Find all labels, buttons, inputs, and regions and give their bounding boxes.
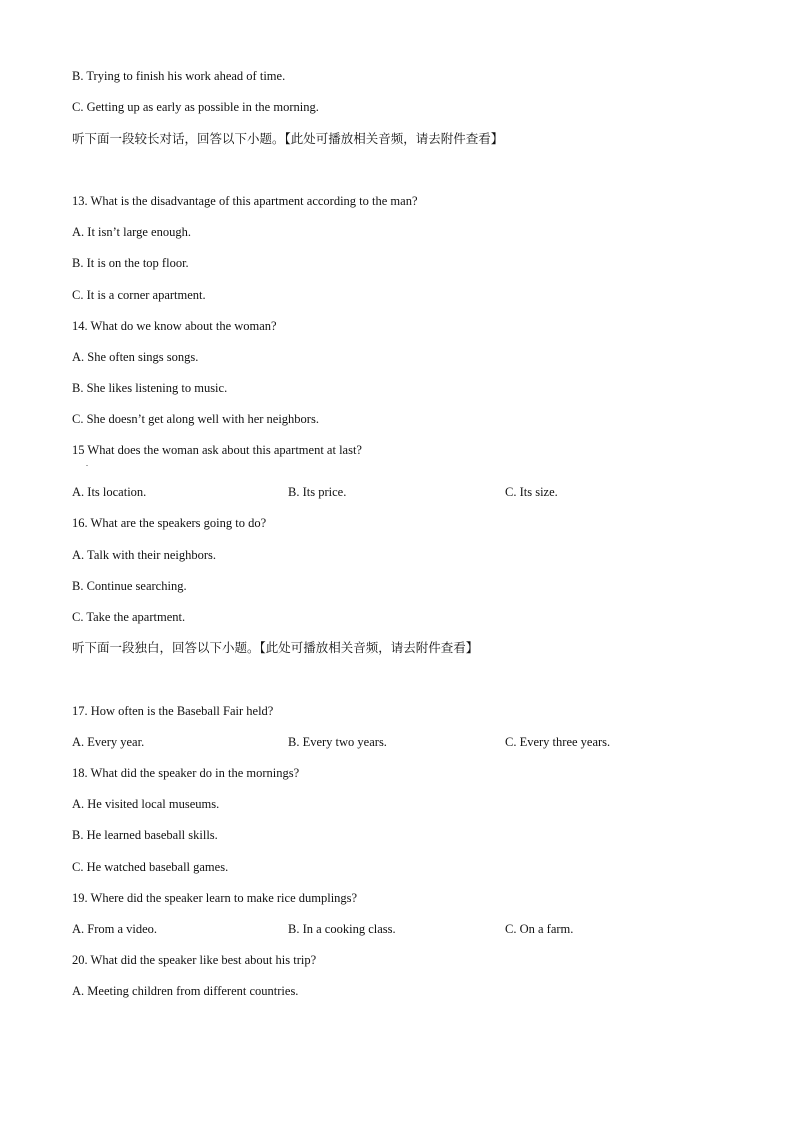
q13-option-b: B. It is on the top floor. (72, 256, 189, 270)
q13-option-c: C. It is a corner apartment. (72, 288, 206, 302)
q15-option-c: C. Its size. (505, 485, 558, 499)
q14-option-b: B. She likes listening to music. (72, 381, 228, 395)
q19-option-c: C. On a farm. (505, 922, 574, 936)
q19-option-a: A. From a video. (72, 922, 158, 936)
stray-dot: . (86, 459, 88, 468)
section-instruction-2: 听下面一段独白，回答以下小题。【此处可播放相关音频，请去附件查看】 (72, 640, 479, 655)
question-16: 16. What are the speakers going to do? (72, 516, 267, 530)
q13-option-a: A. It isn’t large enough. (72, 225, 191, 239)
q17-option-b: B. Every two years. (288, 735, 387, 749)
q16-option-a: A. Talk with their neighbors. (72, 548, 217, 562)
option-b-line: B. Trying to finish his work ahead of time. (72, 69, 286, 83)
q14-option-c: C. She doesn’t get along well with her neighbors. (72, 412, 319, 426)
q15-option-a: A. Its location. (72, 485, 147, 499)
question-14: 14. What do we know about the woman? (72, 319, 277, 333)
q18-option-c: C. He watched baseball games. (72, 860, 229, 874)
q16-option-c: C. Take the apartment. (72, 610, 186, 624)
q15-option-b: B. Its price. (288, 485, 347, 499)
q18-option-a: A. He visited local museums. (72, 797, 220, 811)
q17-option-c: C. Every three years. (505, 735, 611, 749)
q19-option-b: B. In a cooking class. (288, 922, 396, 936)
q14-option-a: A. She often sings songs. (72, 350, 199, 364)
q18-option-b: B. He learned baseball skills. (72, 828, 218, 842)
option-c-line: C. Getting up as early as possible in the morning. (72, 100, 319, 114)
question-20: 20. What did the speaker like best about his trip? (72, 953, 317, 967)
q15-options (72, 484, 722, 500)
question-15: 15 What does the woman ask about this apartment at last? (72, 443, 362, 457)
q20-option-a: A. Meeting children from different countries. (72, 984, 299, 998)
q17-options (72, 734, 722, 750)
q16-option-b: B. Continue searching. (72, 579, 187, 593)
q17-option-a: A. Every year. (72, 735, 145, 749)
question-13: 13. What is the disadvantage of this apartment according to the man? (72, 194, 418, 208)
section-instruction: 听下面一段较长对话，回答以下小题。【此处可播放相关音频，请去附件查看】 (72, 131, 504, 146)
q19-options (72, 921, 722, 937)
question-18: 18. What did the speaker do in the mornings? (72, 766, 300, 780)
question-17: 17. How often is the Baseball Fair held? (72, 704, 274, 718)
question-19: 19. Where did the speaker learn to make rice dumplings? (72, 891, 358, 905)
